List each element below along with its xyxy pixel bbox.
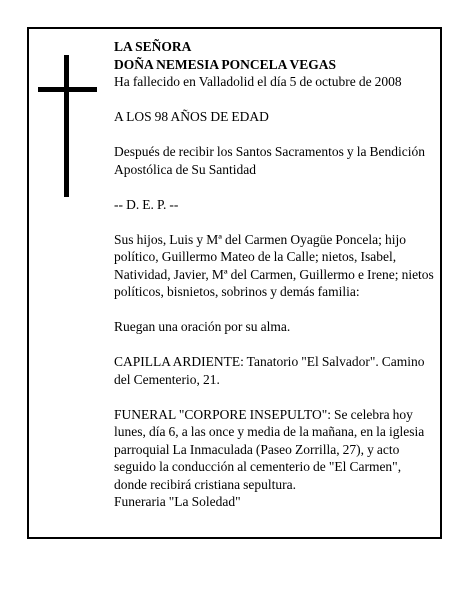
funeral-home-line: Funeraria "La Soledad"	[114, 494, 241, 509]
passed-line: Ha fallecido en Valladolid el día 5 de octubre de 2008	[114, 74, 402, 89]
family-line: Sus hijos, Luis y Mª del Carmen Oyagüe Poncela; hijo político, Guillermo Mateo de la Calle; nietos, Isabel, Natividad, Javier, Mª del Carmen, Guillermo e Irene; nietos políticos, bisnietos, sobrinos y demás familia:	[114, 231, 434, 299]
sacraments-line: Después de recibir los Santos Sacramentos y la Bendición Apostólica de Su Santidad	[114, 144, 426, 177]
prayer-line: Ruegan una oración por su alma.	[114, 319, 291, 334]
dep-line: -- D. E. P. --	[114, 196, 179, 212]
deceased-name: DOÑA NEMESIA PONCELA VEGAS	[114, 56, 337, 72]
age-line: A LOS 98 AÑOS DE EDAD	[114, 109, 269, 124]
chapel-line: CAPILLA ARDIENTE: Tanatorio "El Salvador". Camino del Cementerio, 21.	[114, 354, 425, 387]
cross-icon	[64, 55, 69, 197]
obituary-text	[114, 38, 434, 511]
title-line-1: LA SEÑORA	[114, 39, 192, 54]
funeral-line: FUNERAL "CORPORE INSEPULTO": Se celebra hoy lunes, día 6, a las once y media de la mañana, en la iglesia parroquial La Inmaculada (Paseo Zorrilla, 27), y acto seguido la conducción al cementerio de "El Carmen", donde recibirá cristiana sepultura.	[114, 406, 425, 492]
cross-icon-bar	[38, 87, 97, 92]
